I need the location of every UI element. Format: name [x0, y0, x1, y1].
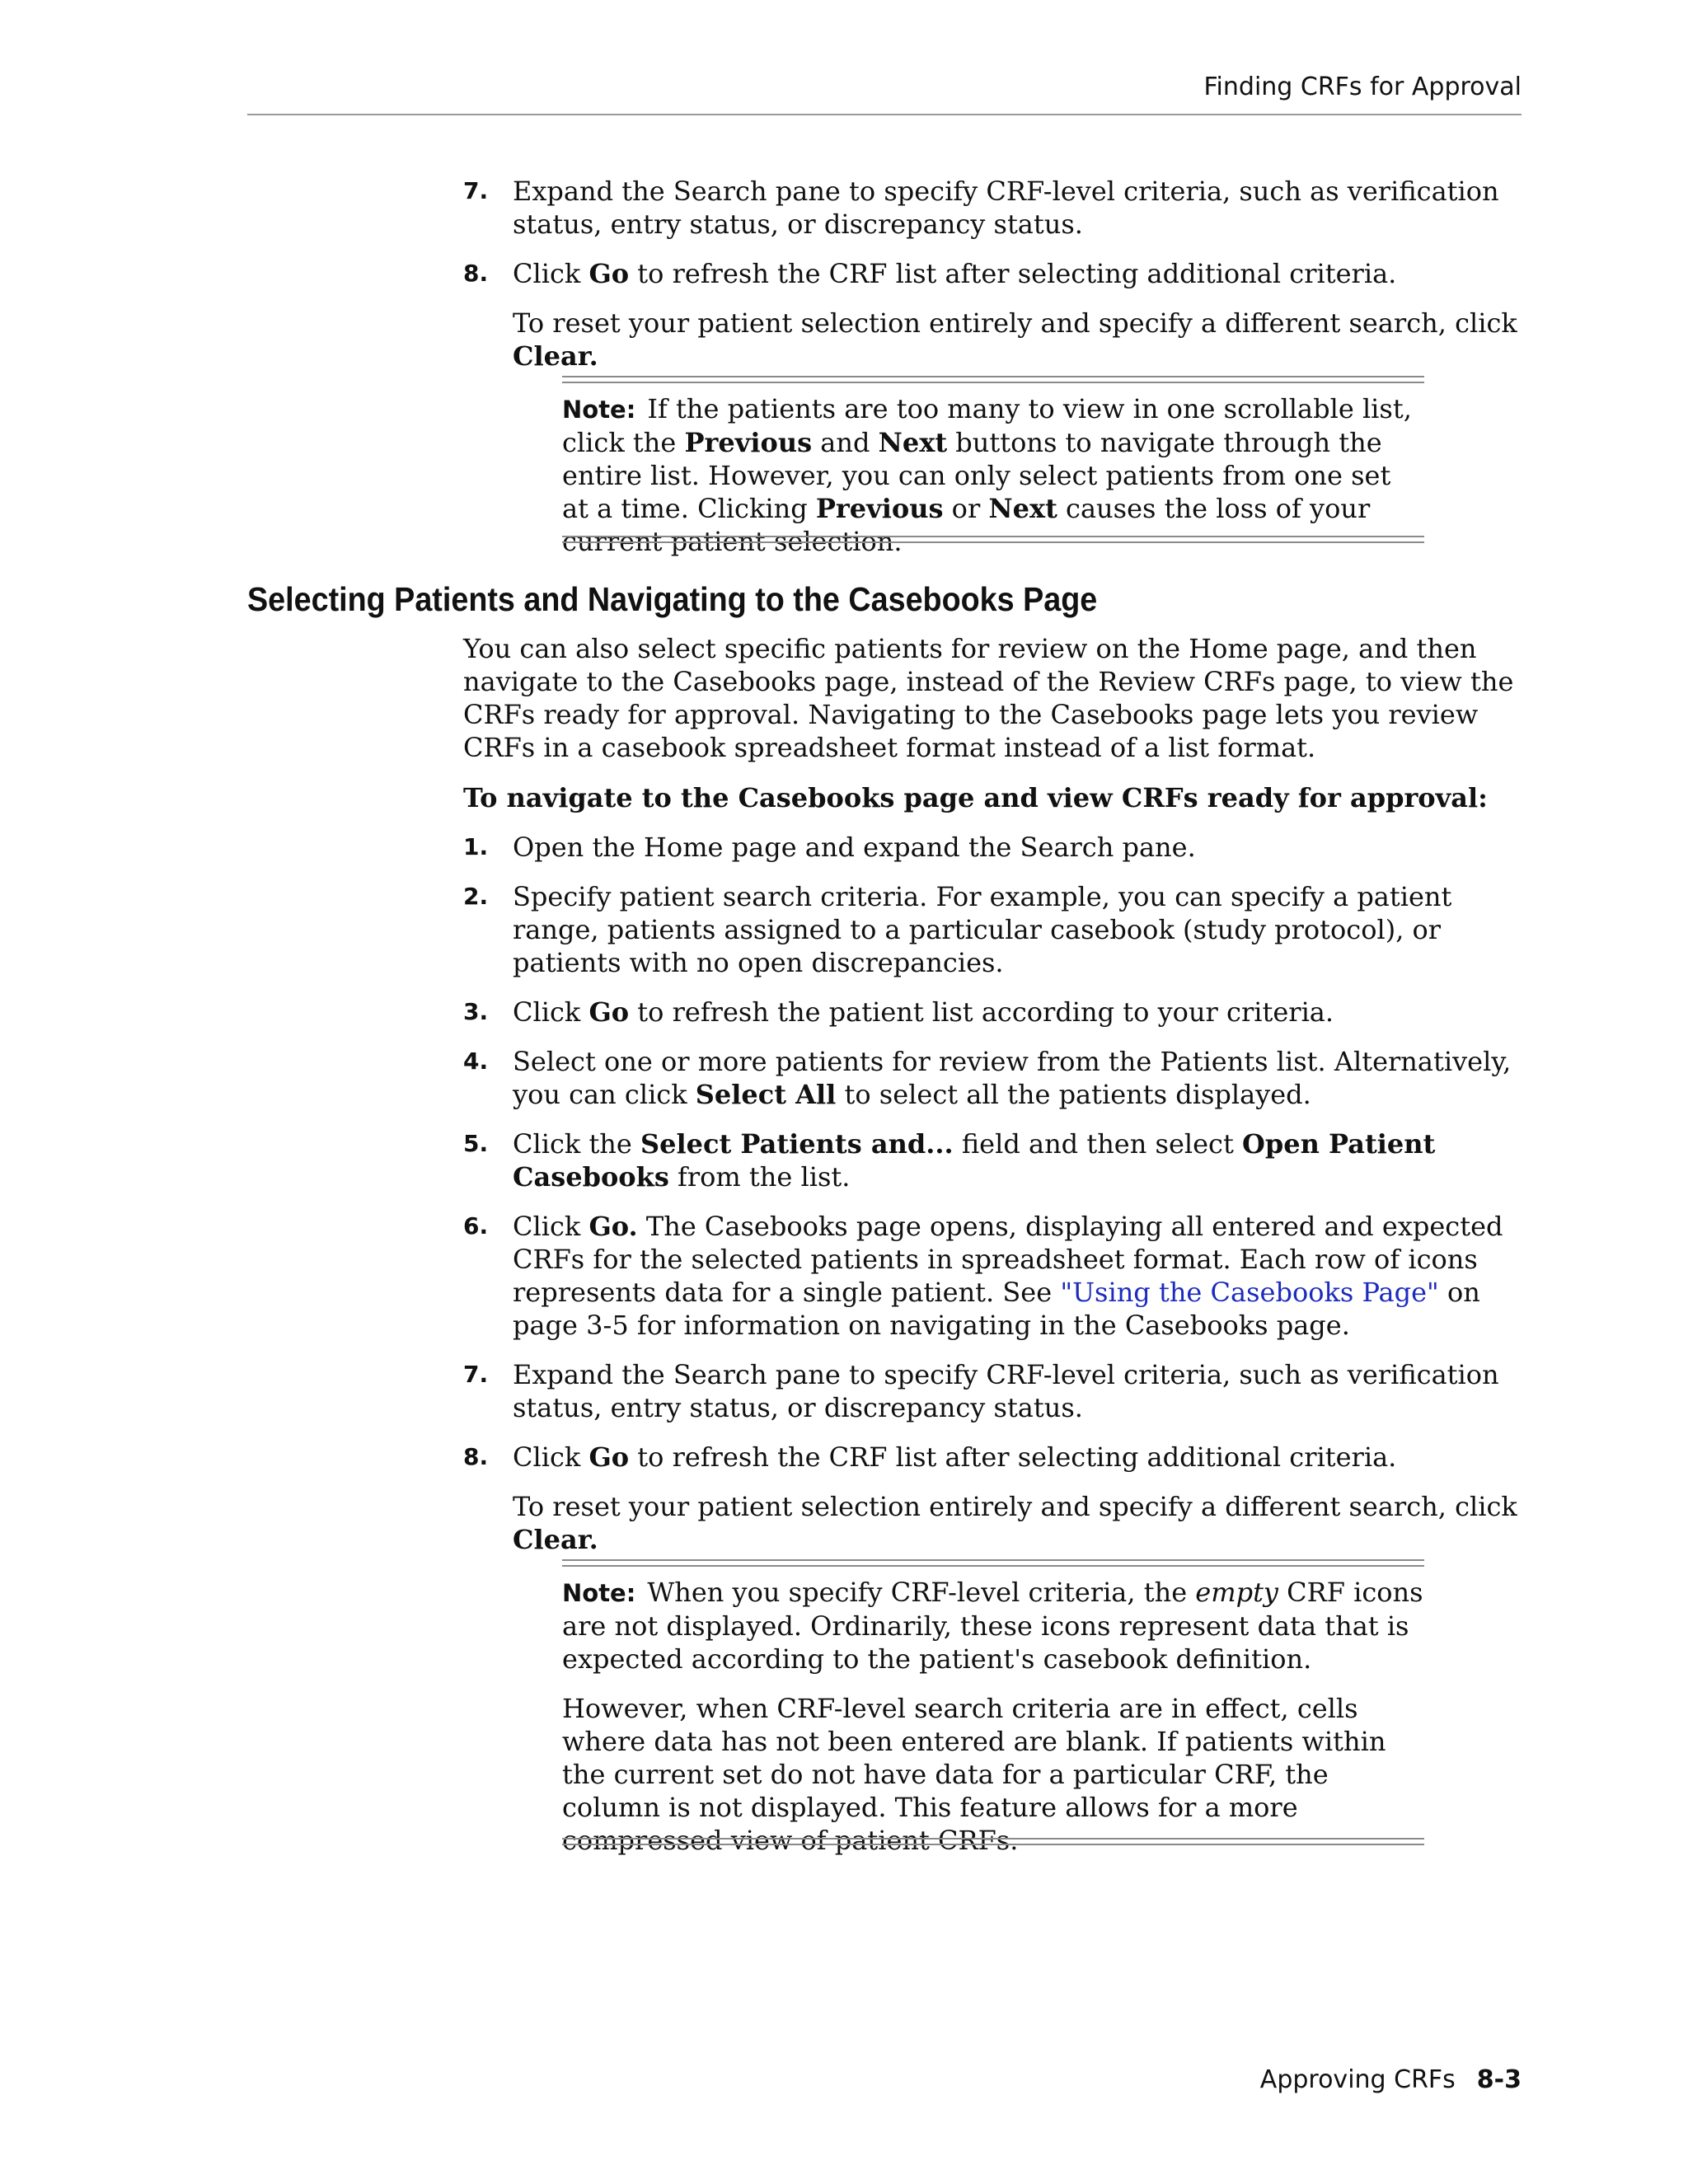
step-number: 8.	[463, 1443, 489, 1470]
step-text: Specify patient search criteria. For example, you can specify a patient range, patients assigned to a particular casebook (study protocol), or patients with no open discrepancies.	[513, 881, 1452, 978]
note-rule-top	[562, 376, 1424, 383]
note-box: Note: If the patients are too many to view in one scrollable list, click the Previous and Next buttons to navigate through the entire list. However, you can only select patients from one set at a time. Clicking Previous or Next causes the loss of your current patient selection.	[562, 393, 1412, 557]
step-number: 5.	[463, 1130, 489, 1157]
casebooks-page-link[interactable]: "Using the Casebooks Page"	[1060, 1277, 1439, 1308]
page-footer	[247, 2065, 1522, 2094]
note-rule-top	[562, 1559, 1424, 1567]
step-number: 8.	[463, 260, 489, 287]
list-item	[463, 1441, 1526, 1474]
step-number: 2.	[463, 883, 489, 910]
note-box	[562, 1576, 1424, 1857]
step-text: Select one or more patients for review from the Patients list. Alternatively, you can click Select All to select all the patients displayed.	[513, 1046, 1512, 1110]
list-item	[463, 831, 1526, 864]
list-item	[463, 1045, 1526, 1111]
step-number: 1.	[463, 833, 489, 860]
reset-instruction: To reset your patient selection entirely and specify a different search, click Clear.	[513, 307, 1517, 372]
step-text: Click the Select Patients and... field and then select Open Patient Casebooks from the list.	[513, 1128, 1436, 1193]
step-text: Click Go to refresh the CRF list after selecting additional criteria.	[513, 1441, 1397, 1473]
list-item	[463, 996, 1526, 1029]
procedure-title: To navigate to the Casebooks page and view CRFs ready for approval:	[463, 782, 1488, 813]
page-number: 8-3	[1476, 2065, 1522, 2094]
step-text: Expand the Search pane to specify CRF-level criteria, such as verification status, entry status, or discrepancy status.	[513, 176, 1499, 240]
list-item	[463, 1210, 1526, 1342]
intro-paragraph: You can also select specific patients for review on the Home page, and then navigate to the Casebooks page, instead of the Review CRFs page, to view the CRFs ready for approval. Navigating to the Casebooks page lets you review CRFs in a casebook spreadsheet format instead of a list format.	[463, 633, 1514, 763]
section-heading: Selecting Patients and Navigating to the Casebooks Page	[247, 580, 1098, 618]
list-item	[463, 1127, 1526, 1193]
note-label: Note:	[562, 1579, 636, 1607]
step-number: 3.	[463, 998, 489, 1025]
step-number: 4.	[463, 1047, 489, 1075]
list-item	[463, 175, 1526, 241]
step-text: Click Go. The Casebooks page opens, displaying all entered and expected CRFs for the selected patients in spreadsheet format. Each row of icons represents data for a single patient. See "Using the Casebooks Page" on page 3-5 for information on navigating in the Casebooks page.	[513, 1211, 1503, 1341]
step-number: 7.	[463, 1361, 489, 1388]
note-label: Note:	[562, 396, 636, 424]
list-item	[463, 1358, 1526, 1424]
note-rule-bottom	[562, 1838, 1424, 1845]
note-paragraph: However, when CRF-level search criteria are in effect, cells where data has not been entered are blank. If patients within the current set do not have data for a particular CRF, the column is not displayed. This feature allows for a more compressed view of patient CRFs.	[562, 1693, 1386, 1856]
note-rule-bottom	[562, 536, 1424, 543]
step-number: 7.	[463, 177, 489, 204]
running-header: Finding CRFs for Approval	[1203, 73, 1522, 101]
list-item	[463, 257, 1526, 290]
reset-instruction: To reset your patient selection entirely and specify a different search, click Clear.	[513, 1491, 1517, 1555]
step-text: Click Go to refresh the patient list according to your criteria.	[513, 996, 1334, 1028]
chapter-title: Approving CRFs	[1259, 2065, 1456, 2094]
note-paragraph: Note: When you specify CRF-level criteria, the empty CRF icons are not displayed. Ordinarily, these icons represent data that is expected according to the patient's casebook definition.	[562, 1577, 1423, 1675]
list-item	[463, 880, 1526, 979]
step-text: Expand the Search pane to specify CRF-level criteria, such as verification status, entry status, or discrepancy status.	[513, 1359, 1499, 1423]
step-text: Click Go to refresh the CRF list after selecting additional criteria.	[513, 258, 1397, 289]
step-number: 6.	[463, 1212, 489, 1240]
step-text: Open the Home page and expand the Search pane.	[513, 832, 1196, 863]
header-rule	[247, 114, 1522, 115]
